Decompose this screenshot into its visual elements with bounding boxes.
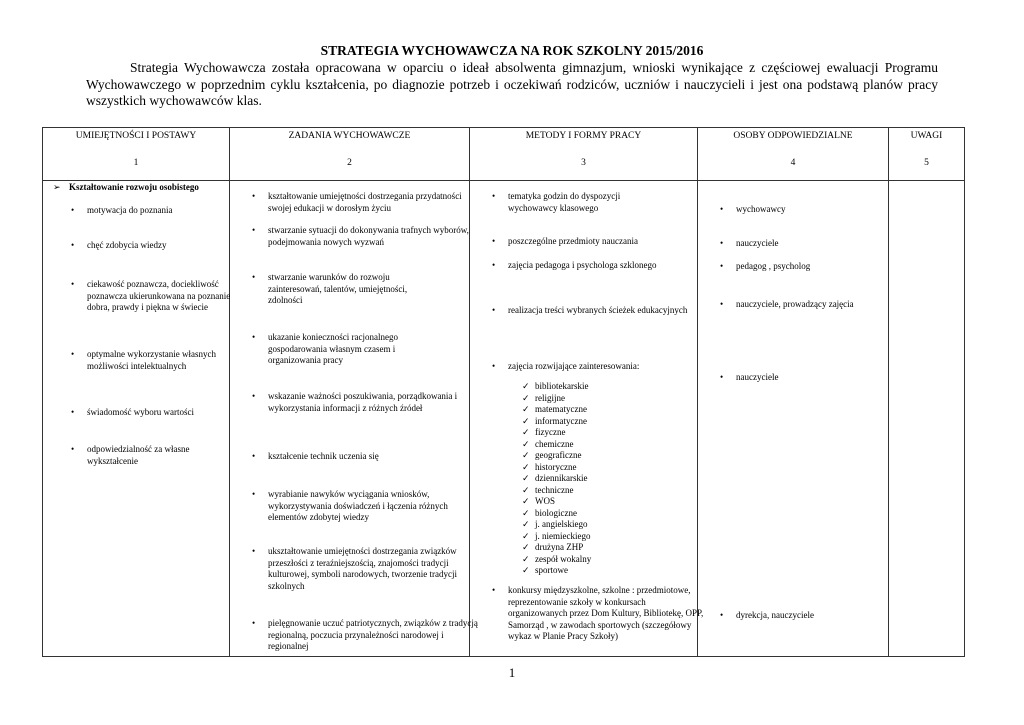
header-col-1	[43, 128, 230, 181]
interest-item: ✓ biologiczne	[522, 508, 685, 520]
table-row	[43, 181, 965, 657]
interest-item: ✓ historyczne	[522, 462, 685, 474]
list-item: • nauczyciele, prowadzący zajęcia	[720, 299, 866, 311]
section-heading: ➢ Kształtowanie rozwoju osobistego	[53, 182, 239, 194]
header-label: UWAGI	[910, 131, 943, 141]
list-item: • świadomość wyboru wartości	[71, 407, 237, 419]
interest-item: ✓ bibliotekarskie	[522, 381, 685, 393]
cell-methods	[470, 181, 704, 657]
list-item: • nauczyciele	[720, 238, 896, 250]
header-number: 4	[790, 158, 796, 168]
list-item: • motywacja do poznania	[71, 205, 237, 217]
header-col-5	[889, 128, 965, 181]
interest-item: ✓ fizyczne	[522, 427, 685, 439]
interest-item: ✓ WOS	[522, 496, 685, 508]
cell-responsible	[698, 181, 889, 657]
page-number: 1	[508, 665, 516, 680]
cell-tasks	[230, 181, 478, 657]
header-label: UMIEJĘTNOŚCI I POSTAWY	[75, 131, 197, 141]
interest-item: ✓ chemiczne	[522, 439, 685, 451]
interest-item: ✓ geograficzne	[522, 450, 685, 462]
header-number: 5	[924, 158, 929, 168]
list-item: • wskazanie ważności poszukiwania, porządkowania i wykorzystania informacji z różnych źródeł	[252, 391, 463, 414]
interest-item: ✓ dziennikarskie	[522, 473, 685, 485]
list-item: • ukazanie konieczności racjonalnego gospodarowania własnym czasem i organizowania pracy	[252, 332, 443, 367]
list-item: • tematyka godzin do dyspozycji wychowawcy klasowego	[492, 191, 658, 214]
cell-skills	[43, 181, 230, 657]
list-item: • kształcenie technik uczenia się	[252, 451, 468, 463]
list-item: • pielęgnowanie uczuć patriotycznych, związków z tradycją regionalną, poczucia przynależności narodowej i regionalnej	[252, 618, 478, 653]
list-item: • stwarzanie warunków do rozwoju zainteresowań, talentów, umiejętności, zdolności	[252, 272, 438, 307]
header-label: OSOBY ODPOWIEDZIALNE	[733, 131, 853, 141]
list-item: • konkursy międzyszkolne, szkolne : przedmiotowe, reprezentowanie szkoły w konkursach organizowanych przez Dom Kultury, Bibliotekę, OPP, Samorząd , w zawodach sportowych (szczegółowy wykaz w Planie Pracy Szkoły)	[492, 585, 706, 643]
header-col-4	[698, 128, 889, 181]
header-label: ZADANIA WYCHOWAWCZE	[288, 131, 411, 141]
strategy-table	[42, 127, 965, 657]
table-header-row	[43, 128, 965, 181]
list-item: • stwarzanie sytuacji do dokonywania trafnych wyborów, podejmowania nowych wyzwań	[252, 225, 478, 248]
list-item: • nauczyciele	[720, 372, 896, 384]
list-item: • dyrekcja, nauczyciele	[720, 610, 896, 622]
header-number: 2	[347, 158, 352, 168]
interest-item: ✓ informatyczne	[522, 416, 685, 428]
list-item: • zajęcia rozwijające zainteresowania:	[492, 361, 708, 373]
list-item: • optymalne wykorzystanie własnych możliwości intelektualnych	[71, 349, 227, 372]
interest-item: ✓ sportowe	[522, 565, 685, 577]
list-item: • wychowawcy	[720, 204, 896, 216]
cell-notes	[889, 181, 965, 657]
list-item: • chęć zdobycia wiedzy	[71, 240, 237, 252]
list-item: • poszczególne przedmioty nauczania	[492, 236, 708, 248]
header-col-3	[470, 128, 698, 181]
interest-item: ✓ techniczne	[522, 485, 685, 497]
header-col-2	[230, 128, 470, 181]
document-title: STRATEGIA WYCHOWAWCZA NA ROK SZKOLNY 2015/2016	[320, 43, 704, 58]
interest-item: ✓ matematyczne	[522, 404, 685, 416]
interest-item: ✓ religijne	[522, 393, 685, 405]
list-item: • realizacja treści wybranych ścieżek edukacyjnych	[492, 305, 688, 317]
list-item: • wyrabianie nawyków wyciągania wniosków, wykorzystywania doświadczeń i łączenia różnych elementów zdobytej wiedzy	[252, 489, 478, 524]
header-number: 1	[133, 158, 139, 168]
intro-paragraph: Strategia Wychowawcza została opracowana w oparciu o ideał absolwenta gimnazjum, wnioski wynikające z częściowej ewaluacji Programu Wychowawczego w poprzednim cyklu kształcenia, po diagnozie potrzeb i oczekiwań rodziców, uczniów i nauczycieli i jest ona podstawą planów pracy wszystkich wychowawców klas.	[86, 60, 938, 108]
list-item: • ciekawość poznawcza, dociekliwość poznawcza ukierunkowana na poznanie dobra, prawdy i piękna w świecie	[71, 279, 239, 314]
interest-item: ✓ drużyna ZHP	[522, 542, 685, 554]
interest-item: ✓ j. niemieckiego	[522, 531, 685, 543]
list-item: • zajęcia pedagoga i psychologa szklonego	[492, 260, 708, 272]
header-label: METODY I FORMY PRACY	[525, 131, 642, 141]
list-item: • ukształtowanie umiejętności dostrzegania związków przeszłości z teraźniejszością, znajomości tradycji kulturowej, symboli narodowych, tworzenie tradycji szkolnych	[252, 546, 473, 592]
list-item: • pedagog , psycholog	[720, 261, 896, 273]
header-number: 3	[581, 158, 586, 168]
list-item: • kształtowanie umiejętności dostrzegania przydatności swojej edukacji w dorosłym życiu	[252, 191, 478, 214]
interest-item: ✓ zespół wokalny	[522, 554, 685, 566]
interest-item: ✓ j. angielskiego	[522, 519, 685, 531]
list-item: • odpowiedzialność za własne wykształcenie	[71, 444, 225, 467]
